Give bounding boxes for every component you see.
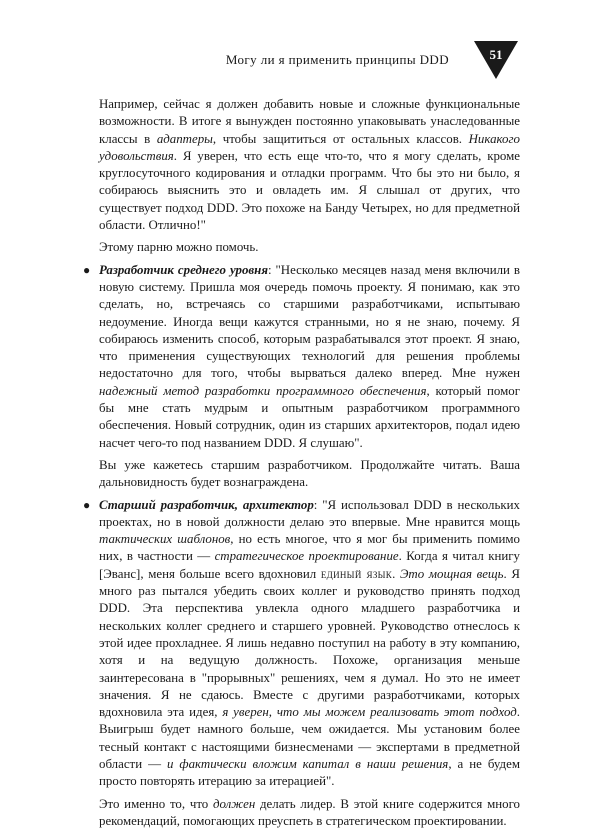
lead-term: Разработчик среднего уровня [99,262,268,277]
running-title: Могу ли я применить принципы DDD [225,52,449,67]
paragraph-mid-developer [99,262,520,452]
paragraph-comment-2: Вы уже кажетесь старшим разработчиком. Продолжайте читать. Ваша дальновидность будет вознаграждена. [99,457,520,490]
emphasis: стратегическое проектирование [214,549,399,564]
lead-term: Старший разработчик, архитектор [99,497,314,512]
body-text [83,96,520,830]
emphasis: я уверен, что мы можем реализовать этот подход [222,705,517,720]
emphasis: тактических шаблонов [99,532,231,547]
text-run: , чтобы защититься от остальных классов. [212,131,469,146]
emphasis: должен [213,796,256,811]
bullet-icon: ● [83,262,91,277]
list-item-mid-developer [83,262,520,452]
emphasis: Это мощная вещь [399,566,504,581]
text-run: делать лидер. В этой книге содержится много рекомендаций, помогающих преуспеть в стратегическом проектировании. [99,796,520,828]
emphasis: адаптеры [156,131,213,146]
text-run: Это именно то, что [99,796,214,811]
text-run: . Когда я читал книгу [Эванс], меня больше всего вдохновил [99,549,520,581]
term-small-caps: единый язык [320,566,393,581]
page-number-triangle [474,41,518,79]
paragraph-senior-developer [99,497,520,791]
text-run: , но есть многое, что я мог бы применить помимо них, в частности — [99,532,520,564]
text-run: : "Я использовал DDD в нескольких проектах, но в новой должности делаю это впервые. Мне нравится мощь [99,497,520,529]
text-run: , а не будем просто повторять итерацию за итерацией". [99,756,520,789]
paragraph-conclusion [99,796,520,830]
text-run: . Я много раз пытался убедить своих коллег и руководство принять подход DDD. Эта перспектива увлекла одного младшего разработчика и нескольких коллег среднего и старшего уровней. Руководство отнеслось к этой идее прохладнее. Я лишь недавно поступил на работу в эту компанию, хотя и на ведущую должность. Похоже, организация меньше заинтересована в "прорывных" решениях, чем я думал. Но это не имеет значения. Я не сдаюсь. Вместе с другими разработчиками, которых вдохновила эта идея, [99,566,520,720]
emphasis: Никакого удовольствия [99,131,520,163]
list-item-senior-developer [83,497,520,791]
paragraph-comment-1: Этому парню можно помочь. [99,240,259,255]
emphasis: и фактически вложим капитал в наши решения [166,756,449,771]
bullet-icon: ● [83,497,91,512]
text-run: , который помог бы мне стать мудрым и опытным разработчиком программного обеспечения. Новый сотрудник, один из старших архитекторов, подал идею насчет чего-то под названием DDD. Я слушаю". [99,383,520,450]
text-run: . Выигрыш будет намного больше, чем ожидается. Мы установим более тесный контакт с настоящими бизнесменами — экспертами в предметной области — [99,705,520,771]
page-number-badge [474,41,518,79]
text-run: Например, сейчас я должен добавить новые и сложные функциональные возможности. В итоге я вынужден постоянно упаковывать унаследованные классы в [99,97,520,146]
emphasis: надежный метод разработки программного обеспечения [99,383,427,398]
text-run: . Я уверен, что есть еще что-то, что я могу сделать, кроме круглосуточного кодирования и отладки программ. Что бы это ни было, я собираюсь выяснить это и овладеть им. Я слышал от других, что существует подход DDD. Это похоже на Банду Четырех, но для предметной области. Отлично!" [99,148,520,233]
text-run: . [392,566,400,581]
paragraph-junior-quote [99,96,520,234]
text-run: : "Несколько месяцев назад меня включили в новую систему. Пришла моя очередь помочь проекту. Я понимаю, как это сделать, но, встречаясь со старшими разработчиками, испытываю недоумение. Иногда вещи кажутся странными, но я не знаю, почему. Я собираюсь изменить способ, которым разрабатывался этот проект. Я знаю, что применения существующих технологий для решения проблемы недостаточно для того, чтобы вырваться далеко вперед. Мне нужен [99,262,520,381]
page-number: 51 [489,47,503,62]
